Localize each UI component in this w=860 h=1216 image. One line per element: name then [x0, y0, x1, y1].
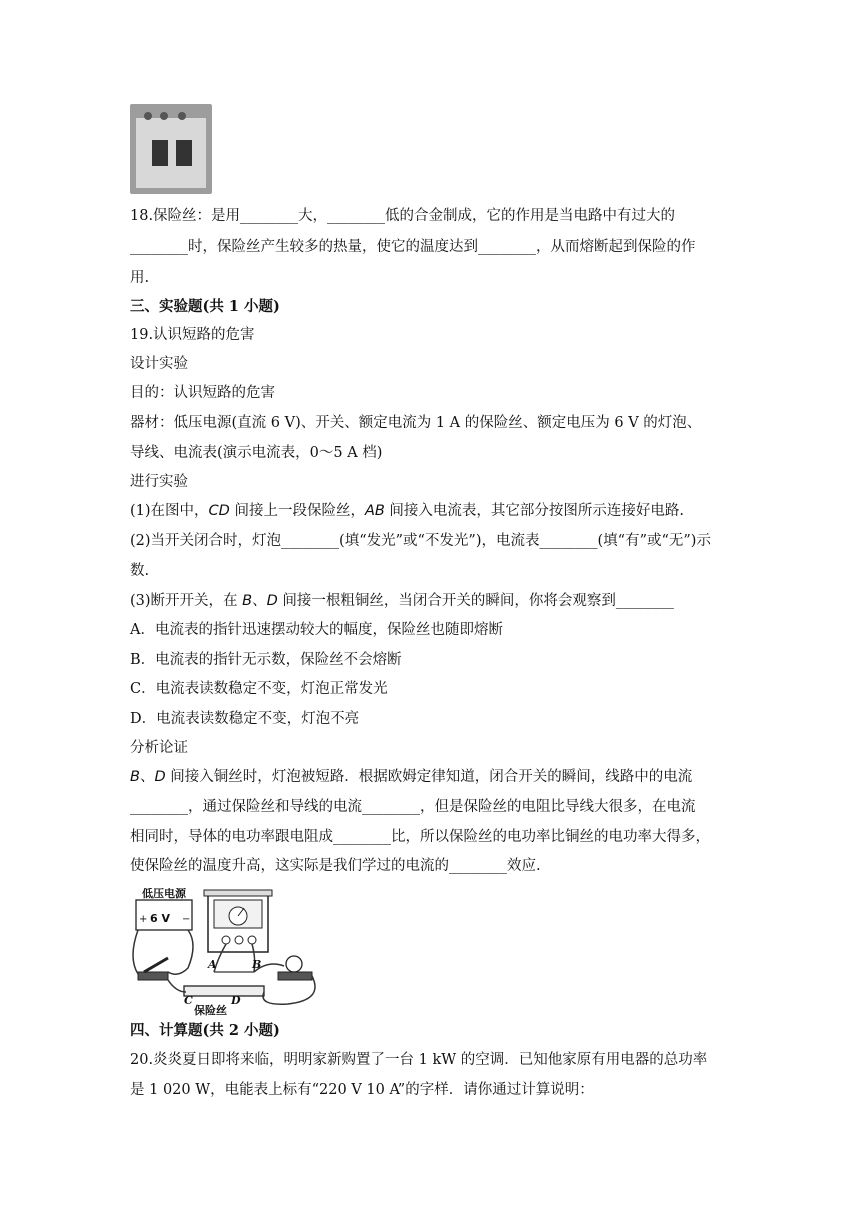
circuit-breaker-photo — [130, 104, 212, 194]
power-supply-label: 低压电源 — [142, 888, 186, 900]
circuit-diagram — [128, 888, 328, 1016]
q19-analysis-line-2: ________，通过保险丝和导线的电流________，但是保险丝的电阻比导线大很多，在电流 — [130, 799, 696, 815]
q18-line-3: 用. — [130, 270, 150, 286]
q19-analysis-line-3: 相同时，导体的电功率跟电阻成________比，所以保险丝的电功率比铜丝的电功率大得多， — [130, 829, 710, 845]
fuse-board — [184, 986, 264, 996]
option-d: D．电流表读数稳定不变，灯泡不亮 — [130, 711, 360, 727]
q20-line-1: 20.炎炎夏日即将来临，明明家新购置了一台 1 kW 的空调．已知他家原有用电器的总功率 — [130, 1052, 708, 1068]
fuse-label: 保险丝 — [194, 1004, 227, 1016]
lamp — [286, 956, 302, 972]
point-d-label: D — [231, 994, 241, 1007]
q19-analysis-heading: 分析论证 — [130, 740, 188, 756]
q19-step-1: (1)在图中，CD 间接上一段保险丝，AB 间接入电流表，其它部分按图所示连接好电路. — [130, 503, 685, 519]
q19-step-2-line-1: (2)当开关闭合时，灯泡________(填“发光”或“不发光”)，电流表________(填“有”或“无”)示 — [130, 533, 711, 549]
option-a: A．电流表的指针迅速摆动较大的幅度，保险丝也随即熔断 — [130, 622, 503, 638]
q19-analysis-line-4: 使保险丝的温度升高，这实际是我们学过的电流的________效应. — [130, 858, 541, 874]
section-3-heading: 三、实验题(共 1 小题) — [130, 298, 280, 315]
q19-design-heading: 设计实验 — [130, 356, 188, 372]
q19-step-2-line-2: 数. — [130, 563, 150, 579]
voltage-label: 6 V — [150, 912, 170, 925]
option-c: C．电流表读数稳定不变，灯泡正常发光 — [130, 681, 388, 697]
option-b: B．电流表的指针无示数，保险丝不会熔断 — [130, 652, 402, 668]
q19-title: 19.认识短路的危害 — [130, 327, 255, 343]
point-b-label: B — [252, 958, 262, 971]
switch — [138, 972, 168, 980]
q19-analysis-line-1: B、D 间接入铜丝时，灯泡被短路．根据欧姆定律知道，闭合开关的瞬间，线路中的电流 — [130, 769, 693, 785]
q18-line-2: ________时，保险丝产生较多的热量，使它的温度达到________，从而熔断起到保险的作 — [130, 239, 696, 255]
q19-materials-line-2: 导线、电流表(演示电流表，0～5 A 档) — [130, 445, 383, 461]
q19-proceed-heading: 进行实验 — [130, 474, 188, 490]
q18-line-1: 18.保险丝：是用________大，________低的合金制成，它的作用是当电路中有过大的 — [130, 208, 676, 224]
q20-line-2: 是 1 020 W，电能表上标有“220 V 10 A”的字样．请你通过计算说明： — [130, 1082, 594, 1098]
point-a-label: A — [208, 958, 217, 971]
q19-purpose: 目的：认识短路的危害 — [130, 385, 275, 401]
q19-materials-line-1: 器材：低压电源(直流 6 V)、开关、额定电流为 1 A 的保险丝、额定电压为 6 V 的灯泡、 — [130, 415, 702, 431]
label-ab: AB — [364, 503, 385, 519]
q19-step-3: (3)断开开关，在 B、D 间接一根粗铜丝，当闭合开关的瞬间，你将会观察到________ — [130, 593, 674, 609]
label-cd: CD — [208, 503, 230, 519]
svg-text:+: + — [139, 914, 148, 925]
section-4-heading: 四、计算题(共 2 小题) — [130, 1022, 280, 1039]
point-c-label: C — [184, 994, 193, 1007]
svg-text:−: − — [182, 914, 191, 925]
